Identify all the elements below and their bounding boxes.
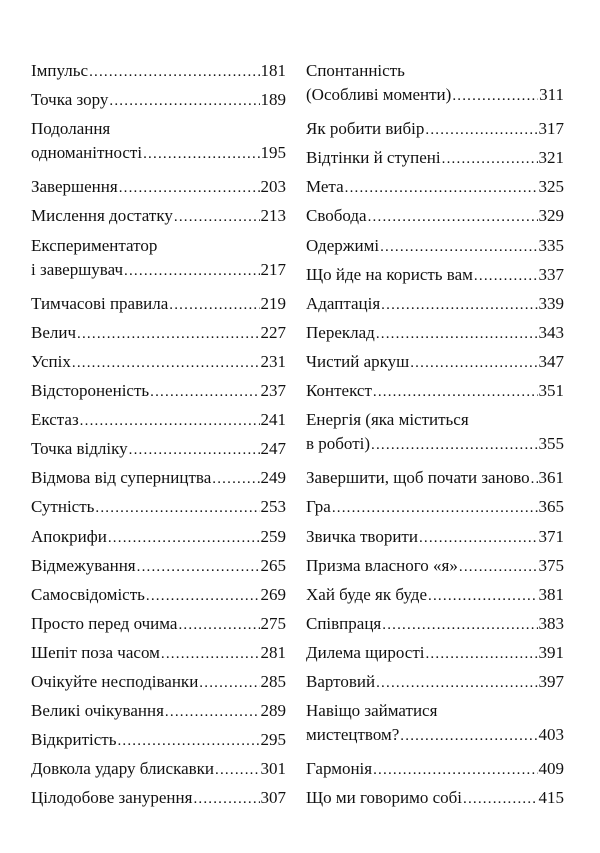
toc-entry-title-first-line: Спонтанність xyxy=(306,61,405,80)
toc-entry-page-number: 329 xyxy=(538,206,564,226)
toc-entry[interactable] xyxy=(306,146,564,175)
toc-entry-page-number: 181 xyxy=(260,61,286,80)
toc-entry-page-number: 253 xyxy=(260,497,286,517)
toc-entry-page-number: 371 xyxy=(538,526,564,546)
toc-entry-page-number: 219 xyxy=(260,293,286,313)
dot-leader xyxy=(212,467,259,491)
toc-entry[interactable] xyxy=(31,641,286,670)
toc-entry-title: Цілодобове занурення xyxy=(31,788,193,808)
dot-leader xyxy=(371,433,537,457)
toc-entry-page-number: 325 xyxy=(538,177,564,197)
toc-entry-title-first-line: Навіщо займатися xyxy=(306,701,438,721)
dot-leader xyxy=(419,526,538,550)
dot-leader xyxy=(215,758,259,782)
toc-entry-title: Завершення xyxy=(31,177,118,197)
dot-leader xyxy=(368,205,538,229)
toc-entry-page-number: 275 xyxy=(260,613,286,633)
toc-entry-title: Відмова від суперництва xyxy=(31,468,212,488)
toc-entry-title-first-line: Експериментатор xyxy=(31,235,158,255)
toc-entry-line xyxy=(31,408,286,432)
toc-entry-page-number: 281 xyxy=(260,642,286,662)
dot-leader xyxy=(428,584,537,608)
toc-entry-title: Співпраця xyxy=(306,613,382,633)
toc-entry-title: Призма власного «я» xyxy=(306,555,458,575)
toc-entry-title: Відстороненість xyxy=(31,381,150,401)
toc-entry-page-number: 355 xyxy=(538,434,564,454)
toc-entry-page-number: 409 xyxy=(538,759,564,779)
toc-entry-page-number: 213 xyxy=(260,206,286,226)
toc-entry-page-number: 335 xyxy=(538,235,564,255)
toc-entry-title: Довкола удару блискавки xyxy=(31,759,215,779)
toc-entry[interactable] xyxy=(306,612,564,641)
toc-entry-line xyxy=(306,83,564,107)
dot-leader xyxy=(117,729,259,753)
toc-entry[interactable] xyxy=(31,234,286,292)
toc-entry-page-number: 249 xyxy=(260,468,286,488)
toc-entry-line xyxy=(31,757,286,781)
toc-entry-page-number: 231 xyxy=(260,351,286,371)
toc-entry-title: Відтінки й ступені xyxy=(306,148,441,168)
toc-entry-title: (Особливі моменти) xyxy=(306,85,452,104)
toc-entry-title-first-line: Енергія (яка міститься xyxy=(306,410,469,430)
dot-leader xyxy=(129,438,260,462)
toc-entry-line xyxy=(31,495,286,519)
dot-leader xyxy=(452,84,538,108)
toc-entry-page-number: 383 xyxy=(538,613,564,633)
toc-entry-page-number: 217 xyxy=(260,259,286,279)
toc-entry-title: Точка зору xyxy=(31,90,109,110)
toc-entry-title: Адаптація xyxy=(306,293,381,313)
toc-entry-line xyxy=(306,466,564,490)
toc-entry[interactable] xyxy=(31,88,286,117)
dot-leader xyxy=(400,724,537,748)
toc-entry-page-number: 321 xyxy=(538,148,564,168)
toc-entry[interactable] xyxy=(306,641,564,670)
dot-leader xyxy=(474,264,538,288)
toc-entry-page-number: 203 xyxy=(260,177,286,197)
toc-entry-line xyxy=(31,321,286,345)
dot-leader xyxy=(442,147,538,171)
toc-entry[interactable] xyxy=(306,466,564,495)
toc-entry-title: Тимчасові правила xyxy=(31,293,169,313)
toc-entry-page-number: 247 xyxy=(260,439,286,459)
toc-entry-title: Як робити вибір xyxy=(306,119,425,139)
toc-entry-title: Мислення достатку xyxy=(31,206,173,226)
toc-entry-line xyxy=(31,204,286,228)
dot-leader xyxy=(165,700,260,724)
toc-entry-line xyxy=(31,554,286,578)
dot-leader xyxy=(72,351,260,375)
toc-entry-line xyxy=(31,175,286,199)
dot-leader xyxy=(531,467,538,491)
toc-entry-page-number: 351 xyxy=(538,381,564,401)
toc-entry-page-number: 361 xyxy=(538,468,564,488)
toc-entry-title: Свобода xyxy=(306,206,367,226)
toc-entry-line xyxy=(306,292,564,316)
toc-entry-page-number: 397 xyxy=(538,671,564,691)
toc-entry-title: Завершити, щоб почати заново xyxy=(306,468,530,488)
toc-entry[interactable] xyxy=(306,321,564,350)
toc-entry-title: Шепіт поза часом xyxy=(31,642,160,662)
toc-entry[interactable] xyxy=(31,379,286,408)
dot-leader xyxy=(109,89,259,113)
dot-leader xyxy=(425,642,537,666)
dot-leader xyxy=(425,118,537,142)
toc-entry[interactable] xyxy=(306,204,564,233)
toc-entry[interactable] xyxy=(306,757,564,786)
toc-entry-line xyxy=(306,786,564,810)
dot-leader xyxy=(373,380,538,404)
dot-leader xyxy=(169,293,259,317)
toc-entry-line xyxy=(31,728,286,752)
toc-entry[interactable] xyxy=(31,437,286,466)
toc-entry-title: Хай буде як буде xyxy=(306,584,428,604)
toc-entry-line xyxy=(306,495,564,519)
dot-leader xyxy=(376,322,538,346)
toc-entry-line xyxy=(306,757,564,781)
toc-entry-page-number: 339 xyxy=(538,293,564,313)
toc-entry-line xyxy=(31,466,286,490)
toc-entry[interactable] xyxy=(31,757,286,786)
dot-leader xyxy=(381,293,537,317)
toc-entry-page-number: 227 xyxy=(260,322,286,342)
toc-entry-line xyxy=(306,146,564,170)
dot-leader xyxy=(376,671,537,695)
toc-entry-line xyxy=(31,641,286,665)
toc-entry-title: Успіх xyxy=(31,351,71,371)
dot-leader xyxy=(89,60,259,84)
toc-entry-line xyxy=(31,670,286,694)
toc-entry[interactable] xyxy=(31,466,286,495)
dot-leader xyxy=(95,496,259,520)
toc-entry-page-number: 285 xyxy=(260,671,286,691)
toc-entry-page-number: 195 xyxy=(260,143,286,163)
toc-entry[interactable] xyxy=(31,786,286,815)
toc-entry-line xyxy=(31,699,286,723)
toc-entry-title: Очікуйте несподіванки xyxy=(31,671,199,691)
toc-entry[interactable] xyxy=(306,408,564,466)
toc-entry-line xyxy=(306,379,564,403)
toc-entry[interactable] xyxy=(306,699,564,757)
toc-entry[interactable] xyxy=(306,554,564,583)
toc-entry-title: Чистий аркуш xyxy=(306,351,410,371)
toc-entry[interactable] xyxy=(31,525,286,554)
toc-entry-line xyxy=(31,141,286,165)
toc-entry-line xyxy=(31,583,286,607)
toc-entry[interactable] xyxy=(31,670,286,699)
dot-leader xyxy=(373,758,537,782)
toc-entry[interactable] xyxy=(306,263,564,292)
toc-entry-title: Самосвідомість xyxy=(31,584,145,604)
toc-entry-line xyxy=(306,321,564,345)
toc-entry-title: Відмежування xyxy=(31,555,136,575)
toc-entry-page-number: 375 xyxy=(538,555,564,575)
toc-entry-line xyxy=(306,641,564,665)
toc-entry[interactable] xyxy=(31,117,286,175)
toc-entry[interactable] xyxy=(31,204,286,233)
toc-right-column xyxy=(306,59,564,815)
toc-entry[interactable] xyxy=(306,525,564,554)
toc-entry-title: Вартовий xyxy=(306,671,376,691)
toc-entry-line xyxy=(31,292,286,316)
toc-entry-page-number: 343 xyxy=(538,322,564,342)
dot-leader xyxy=(108,526,260,550)
toc-entry[interactable] xyxy=(306,175,564,204)
toc-entry-page-number: 237 xyxy=(260,381,286,401)
toc-entry[interactable] xyxy=(306,350,564,379)
toc-entry[interactable] xyxy=(31,175,286,204)
toc-entry-line xyxy=(306,525,564,549)
toc-entry-title-first-line: Подолання xyxy=(31,119,111,139)
toc-entry-page-number: 317 xyxy=(538,119,564,139)
toc-entry-line xyxy=(31,612,286,636)
toc-entry-page-number: 347 xyxy=(538,351,564,371)
toc-left-column xyxy=(31,59,286,815)
dot-leader xyxy=(119,176,260,200)
toc-entry-page-number: 403 xyxy=(538,725,564,745)
toc-entry-title: Що йде на користь вам xyxy=(306,264,473,284)
toc-entry-title: Мета xyxy=(306,177,344,197)
toc-entry-title: мистецтвом? xyxy=(306,725,400,745)
toc-entry-title: Сутність xyxy=(31,497,95,517)
toc-entry-line xyxy=(306,612,564,636)
toc-entry-page-number: 415 xyxy=(538,788,564,808)
dot-leader xyxy=(463,787,538,811)
toc-entry-title: і завершувач xyxy=(31,259,124,279)
dot-leader xyxy=(178,613,259,637)
toc-entry[interactable] xyxy=(31,292,286,321)
toc-entry-line xyxy=(31,88,286,112)
toc-entry-line xyxy=(31,258,286,282)
toc-entry[interactable] xyxy=(31,699,286,728)
toc-entry-title: в роботі) xyxy=(306,434,371,454)
toc-entry[interactable] xyxy=(31,728,286,757)
toc-entry[interactable] xyxy=(306,583,564,612)
toc-entry-title: Гра xyxy=(306,497,331,517)
toc-entry-line xyxy=(306,234,564,258)
toc-entry[interactable] xyxy=(306,670,564,699)
toc-entry-title: Апокрифи xyxy=(31,526,107,546)
toc-entry[interactable] xyxy=(31,583,286,612)
toc-entry-line xyxy=(306,117,564,141)
toc-entry-page-number: 311 xyxy=(539,85,564,104)
toc-entry-title: Відкритість xyxy=(31,730,117,750)
toc-entry-title: Імпульс xyxy=(31,61,89,80)
toc-entry-title: одноманітності xyxy=(31,143,143,163)
toc-entry[interactable] xyxy=(31,321,286,350)
toc-entry-line xyxy=(306,670,564,694)
toc-entry-line xyxy=(306,204,564,228)
dot-leader xyxy=(345,176,538,200)
toc-entry[interactable] xyxy=(31,350,286,379)
dot-leader xyxy=(332,496,538,520)
toc-entry-line xyxy=(31,350,286,374)
toc-entry-title: Екстаз xyxy=(31,410,79,430)
toc-entry[interactable] xyxy=(31,612,286,641)
toc-entry-title: Велич xyxy=(31,322,77,342)
dot-leader xyxy=(137,555,260,579)
toc-entry-page-number: 365 xyxy=(538,497,564,517)
dot-leader xyxy=(80,409,260,433)
toc-entry-line xyxy=(306,432,564,456)
toc-entry-line xyxy=(31,525,286,549)
toc-entry-title: Звичка творити xyxy=(306,526,418,546)
toc-entry-title: Гармонія xyxy=(306,759,373,779)
toc-entry[interactable] xyxy=(306,234,564,263)
dot-leader xyxy=(161,642,260,666)
toc-entry-page-number: 337 xyxy=(538,264,564,284)
toc-entry-line xyxy=(306,583,564,607)
toc-entry-line xyxy=(31,786,286,810)
toc-entry[interactable] xyxy=(306,379,564,408)
toc-entry-page-number: 391 xyxy=(538,642,564,662)
toc-entry-page-number: 259 xyxy=(260,526,286,546)
toc-entry-page-number: 269 xyxy=(260,584,286,604)
toc-entry-line xyxy=(31,379,286,403)
toc-entry-line xyxy=(306,554,564,578)
dot-leader xyxy=(380,235,537,259)
toc-entry-page-number: 307 xyxy=(260,788,286,808)
dot-leader xyxy=(410,351,537,375)
toc-entry[interactable] xyxy=(31,495,286,524)
toc-entry-title: Дилема щирості xyxy=(306,642,425,662)
toc-entry-page-number: 289 xyxy=(260,701,286,721)
toc-entry-line xyxy=(306,350,564,374)
dot-leader xyxy=(459,555,538,579)
toc-entry-page-number: 301 xyxy=(260,759,286,779)
toc-entry[interactable] xyxy=(306,117,564,146)
toc-entry-page-number: 265 xyxy=(260,555,286,575)
dot-leader xyxy=(143,142,259,166)
toc-entry-title: Великі очікування xyxy=(31,701,164,721)
toc-entry[interactable] xyxy=(31,408,286,437)
dot-leader xyxy=(150,380,259,404)
toc-entry-page-number: 189 xyxy=(260,90,286,110)
toc-entry[interactable] xyxy=(306,292,564,321)
toc-entry-page-number: 295 xyxy=(260,730,286,750)
toc-entry[interactable] xyxy=(31,554,286,583)
toc-entry-line xyxy=(306,723,564,747)
toc-entry-line xyxy=(306,263,564,287)
toc-entry-line xyxy=(31,59,286,83)
toc-entry-title: Точка відліку xyxy=(31,439,128,459)
toc-entry-page-number: 241 xyxy=(260,410,286,430)
toc-entry-title: Просто перед очима xyxy=(31,613,178,633)
toc-entry-title: Переклад xyxy=(306,322,375,342)
toc-entry-line xyxy=(306,175,564,199)
dot-leader xyxy=(199,671,259,695)
toc-entry-title: Одержимі xyxy=(306,235,380,255)
toc-entry[interactable] xyxy=(306,495,564,524)
dot-leader xyxy=(146,584,260,608)
toc-entry[interactable] xyxy=(31,59,286,88)
dot-leader xyxy=(77,322,259,346)
dot-leader xyxy=(193,787,259,811)
toc-entry-line xyxy=(31,437,286,461)
dot-leader xyxy=(174,205,260,229)
toc-entry-page-number: 381 xyxy=(538,584,564,604)
toc-entry-title: Що ми говоримо собі xyxy=(306,788,462,808)
toc-entry[interactable] xyxy=(306,786,564,815)
dot-leader xyxy=(124,259,259,283)
toc-entry-title: Контекст xyxy=(306,381,372,401)
toc-entry[interactable] xyxy=(306,59,564,117)
dot-leader xyxy=(382,613,537,637)
